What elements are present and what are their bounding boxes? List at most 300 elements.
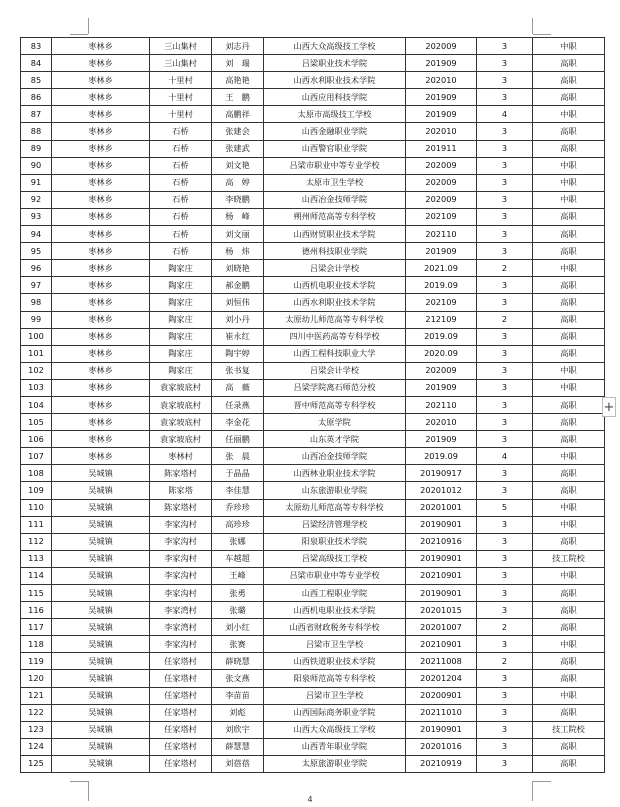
level-cell: 中职 [533,448,605,465]
enrollment-date-cell: 20190901 [406,516,477,533]
level-cell: 高职 [533,294,605,311]
village-cell: 石桥 [150,157,212,174]
student-name-cell: 刘小红 [212,619,264,636]
table-row [21,396,605,413]
table-row [21,687,605,704]
school-cell: 太原市高级技工学校 [264,106,406,123]
crop-mark-top-right-v [532,18,533,34]
school-cell: 吕梁学院离石师范分校 [264,379,406,396]
duration-cell: 3 [477,414,533,431]
row-index-cell: 119 [21,653,52,670]
township-cell: 吴城镇 [52,721,150,738]
school-cell: 吕梁市卫生学校 [264,636,406,653]
township-cell: 枣林乡 [52,448,150,465]
student-name-cell: 任录燕 [212,396,264,413]
level-cell: 高职 [533,755,605,772]
student-name-cell: 张赛 [212,636,264,653]
village-cell: 李家沟村 [150,533,212,550]
duration-cell: 3 [477,157,533,174]
table-row [21,277,605,294]
row-index-cell: 106 [21,431,52,448]
crop-mark-top-left-h [70,34,88,35]
level-cell: 高职 [533,653,605,670]
school-cell: 山东英才学院 [264,431,406,448]
village-cell: 袁家坡底村 [150,414,212,431]
township-cell: 枣林乡 [52,140,150,157]
village-cell: 袁家坡底村 [150,431,212,448]
expand-button[interactable]: + [602,397,616,417]
duration-cell: 3 [477,277,533,294]
student-name-cell: 任丽鹏 [212,431,264,448]
enrollment-date-cell: 2019.09 [406,277,477,294]
level-cell: 高职 [533,243,605,260]
row-index-cell: 95 [21,243,52,260]
level-cell: 高职 [533,226,605,243]
row-index-cell: 110 [21,499,52,516]
table-row [21,670,605,687]
enrollment-date-cell: 20201012 [406,482,477,499]
enrollment-date-cell: 201909 [406,431,477,448]
level-cell: 高职 [533,619,605,636]
level-cell: 高职 [533,396,605,413]
school-cell: 阳泉职业技术学院 [264,533,406,550]
row-index-cell: 93 [21,208,52,225]
duration-cell: 3 [477,533,533,550]
enrollment-date-cell: 202110 [406,396,477,413]
enrollment-date-cell: 20190901 [406,585,477,602]
township-cell: 吴城镇 [52,670,150,687]
school-cell: 山西金融职业学院 [264,123,406,140]
level-cell: 高职 [533,585,605,602]
level-cell: 高职 [533,482,605,499]
row-index-cell: 115 [21,585,52,602]
duration-cell: 3 [477,38,533,55]
level-cell: 高职 [533,704,605,721]
school-cell: 山西工程科技职业大学 [264,345,406,362]
school-cell: 阳泉师范高等专科学校 [264,670,406,687]
enrollment-date-cell: 20200901 [406,687,477,704]
enrollment-date-cell: 20190901 [406,550,477,567]
duration-cell: 2 [477,311,533,328]
school-cell: 吕梁经济管理学校 [264,516,406,533]
township-cell: 枣林乡 [52,431,150,448]
township-cell: 吴城镇 [52,653,150,670]
level-cell: 中职 [533,687,605,704]
school-cell: 吕梁市职业中等专业学校 [264,567,406,584]
enrollment-date-cell: 202009 [406,157,477,174]
row-index-cell: 111 [21,516,52,533]
school-cell: 晋中师范高等专科学校 [264,396,406,413]
level-cell: 高职 [533,72,605,89]
row-index-cell: 123 [21,721,52,738]
village-cell: 十里村 [150,89,212,106]
student-name-cell: 张勇 [212,585,264,602]
row-index-cell: 120 [21,670,52,687]
duration-cell: 3 [477,755,533,772]
student-name-cell: 张文燕 [212,670,264,687]
student-name-cell: 刘志丹 [212,38,264,55]
township-cell: 枣林乡 [52,294,150,311]
enrollment-date-cell: 212109 [406,311,477,328]
village-cell: 李家沟村 [150,585,212,602]
village-cell: 陈家塔村 [150,465,212,482]
duration-cell: 3 [477,191,533,208]
school-cell: 吕梁职业技术学院 [264,55,406,72]
duration-cell: 3 [477,704,533,721]
township-cell: 枣林乡 [52,191,150,208]
student-name-cell: 刘蓓蓓 [212,755,264,772]
township-cell: 吴城镇 [52,499,150,516]
township-cell: 吴城镇 [52,602,150,619]
table-row [21,55,605,72]
school-cell: 山西国际商务职业学院 [264,704,406,721]
village-cell: 十里村 [150,72,212,89]
row-index-cell: 91 [21,174,52,191]
table-row [21,38,605,55]
student-name-cell: 薛晓慧 [212,653,264,670]
row-index-cell: 92 [21,191,52,208]
row-index-cell: 94 [21,226,52,243]
township-cell: 吴城镇 [52,585,150,602]
duration-cell: 3 [477,670,533,687]
village-cell: 任家塔村 [150,755,212,772]
level-cell: 中职 [533,636,605,653]
duration-cell: 3 [477,208,533,225]
township-cell: 吴城镇 [52,687,150,704]
township-cell: 吴城镇 [52,533,150,550]
village-cell: 陶家庄 [150,328,212,345]
enrollment-date-cell: 2020.09 [406,345,477,362]
row-index-cell: 101 [21,345,52,362]
school-cell: 山西冶金技师学院 [264,448,406,465]
village-cell: 陶家庄 [150,277,212,294]
row-index-cell: 99 [21,311,52,328]
enrollment-date-cell: 20211010 [406,704,477,721]
township-cell: 吴城镇 [52,550,150,567]
township-cell: 枣林乡 [52,89,150,106]
school-cell: 德州科技职业学院 [264,243,406,260]
row-index-cell: 104 [21,396,52,413]
level-cell: 中职 [533,516,605,533]
table-row [21,755,605,772]
school-cell: 太原幼儿师范高等专科学校 [264,499,406,516]
village-cell: 陶家庄 [150,260,212,277]
crop-mark-bottom-right-h [533,781,551,782]
township-cell: 枣林乡 [52,328,150,345]
duration-cell: 3 [477,636,533,653]
village-cell: 李家沟村 [150,550,212,567]
table-row [21,345,605,362]
level-cell: 中职 [533,499,605,516]
student-name-cell: 刘恒伟 [212,294,264,311]
level-cell: 高职 [533,533,605,550]
village-cell: 李家沟村 [150,636,212,653]
duration-cell: 3 [477,379,533,396]
enrollment-date-cell: 2019.09 [406,328,477,345]
row-index-cell: 85 [21,72,52,89]
township-cell: 枣林乡 [52,414,150,431]
duration-cell: 4 [477,106,533,123]
enrollment-date-cell: 20210916 [406,533,477,550]
row-index-cell: 84 [21,55,52,72]
level-cell: 中职 [533,362,605,379]
row-index-cell: 107 [21,448,52,465]
student-name-cell: 乔珍珍 [212,499,264,516]
school-cell: 山西水利职业技术学院 [264,294,406,311]
enrollment-date-cell: 202109 [406,294,477,311]
village-cell: 陈家塔 [150,482,212,499]
student-name-cell: 张璐 [212,602,264,619]
enrollment-date-cell: 2021.09 [406,260,477,277]
enrollment-date-cell: 202010 [406,123,477,140]
township-cell: 枣林乡 [52,55,150,72]
row-index-cell: 86 [21,89,52,106]
table-row [21,653,605,670]
row-index-cell: 108 [21,465,52,482]
table-row [21,208,605,225]
row-index-cell: 87 [21,106,52,123]
duration-cell: 3 [477,89,533,106]
row-index-cell: 102 [21,362,52,379]
village-cell: 石桥 [150,174,212,191]
table-row [21,226,605,243]
level-cell: 高职 [533,277,605,294]
row-index-cell: 122 [21,704,52,721]
row-index-cell: 118 [21,636,52,653]
student-name-cell: 刘彪 [212,704,264,721]
enrollment-date-cell: 201911 [406,140,477,157]
student-name-cell: 高珍珍 [212,516,264,533]
enrollment-date-cell: 20190917 [406,465,477,482]
table-row [21,704,605,721]
township-cell: 枣林乡 [52,345,150,362]
enrollment-date-cell: 202009 [406,362,477,379]
row-index-cell: 116 [21,602,52,619]
township-cell: 枣林乡 [52,311,150,328]
duration-cell: 3 [477,345,533,362]
row-index-cell: 113 [21,550,52,567]
row-index-cell: 112 [21,533,52,550]
township-cell: 吴城镇 [52,465,150,482]
township-cell: 枣林乡 [52,260,150,277]
student-name-cell: 高 薇 [212,379,264,396]
village-cell: 石桥 [150,123,212,140]
table-row [21,174,605,191]
village-cell: 任家塔村 [150,738,212,755]
village-cell: 陶家庄 [150,362,212,379]
school-cell: 山西财贸职业技术学院 [264,226,406,243]
duration-cell: 2 [477,653,533,670]
township-cell: 枣林乡 [52,72,150,89]
enrollment-date-cell: 20210919 [406,755,477,772]
duration-cell: 3 [477,55,533,72]
table-row [21,619,605,636]
level-cell: 高职 [533,738,605,755]
enrollment-date-cell: 20201015 [406,602,477,619]
level-cell: 高职 [533,89,605,106]
duration-cell: 3 [477,431,533,448]
township-cell: 枣林乡 [52,379,150,396]
roster-body [21,38,605,773]
township-cell: 枣林乡 [52,174,150,191]
table-row [21,328,605,345]
enrollment-date-cell: 20210901 [406,636,477,653]
student-name-cell: 张 晨 [212,448,264,465]
student-name-cell: 于晶晶 [212,465,264,482]
village-cell: 陶家庄 [150,294,212,311]
level-cell: 高职 [533,465,605,482]
school-cell: 山西铁道职业技术学院 [264,653,406,670]
student-name-cell: 李佳慧 [212,482,264,499]
village-cell: 三山集村 [150,55,212,72]
table-row [21,721,605,738]
enrollment-date-cell: 20201016 [406,738,477,755]
village-cell: 石桥 [150,208,212,225]
enrollment-date-cell: 201909 [406,379,477,396]
table-row [21,550,605,567]
student-name-cell: 张娜 [212,533,264,550]
table-row [21,72,605,89]
row-index-cell: 89 [21,140,52,157]
student-name-cell: 杨 炜 [212,243,264,260]
table-row [21,448,605,465]
table-row [21,533,605,550]
student-name-cell: 李苗苗 [212,687,264,704]
row-index-cell: 100 [21,328,52,345]
table-row [21,140,605,157]
enrollment-date-cell: 202010 [406,72,477,89]
table-row [21,311,605,328]
school-cell: 山西省财政税务专科学校 [264,619,406,636]
crop-mark-top-right-h [533,34,551,35]
school-cell: 山西大众高级技工学校 [264,38,406,55]
duration-cell: 2 [477,260,533,277]
school-cell: 山西冶金技师学院 [264,191,406,208]
student-name-cell: 刘文丽 [212,226,264,243]
row-index-cell: 90 [21,157,52,174]
enrollment-date-cell: 202009 [406,38,477,55]
table-row [21,123,605,140]
student-name-cell: 高鹏祥 [212,106,264,123]
level-cell: 高职 [533,670,605,687]
school-cell: 太原幼儿师范高等专科学校 [264,311,406,328]
township-cell: 吴城镇 [52,516,150,533]
duration-cell: 3 [477,328,533,345]
village-cell: 任家塔村 [150,704,212,721]
enrollment-date-cell: 202109 [406,208,477,225]
table-row [21,414,605,431]
enrollment-date-cell: 20201007 [406,619,477,636]
duration-cell: 3 [477,174,533,191]
row-index-cell: 97 [21,277,52,294]
school-cell: 山西机电职业技术学院 [264,602,406,619]
township-cell: 枣林乡 [52,396,150,413]
enrollment-date-cell: 202009 [406,174,477,191]
duration-cell: 3 [477,721,533,738]
school-cell: 吕梁会计学校 [264,362,406,379]
village-cell: 李家湾村 [150,602,212,619]
township-cell: 枣林乡 [52,208,150,225]
level-cell: 高职 [533,328,605,345]
township-cell: 吴城镇 [52,636,150,653]
school-cell: 山东旅游职业学院 [264,482,406,499]
township-cell: 吴城镇 [52,755,150,772]
township-cell: 吴城镇 [52,567,150,584]
school-cell: 山西机电职业技术学院 [264,277,406,294]
student-name-cell: 刘文艳 [212,157,264,174]
level-cell: 中职 [533,174,605,191]
village-cell: 任家塔村 [150,687,212,704]
village-cell: 袁家坡底村 [150,379,212,396]
student-name-cell: 张建会 [212,123,264,140]
level-cell: 中职 [533,157,605,174]
village-cell: 李家湾村 [150,619,212,636]
student-name-cell: 李金花 [212,414,264,431]
township-cell: 吴城镇 [52,704,150,721]
row-index-cell: 88 [21,123,52,140]
duration-cell: 3 [477,140,533,157]
level-cell: 中职 [533,38,605,55]
table-row [21,191,605,208]
row-index-cell: 105 [21,414,52,431]
level-cell: 高职 [533,345,605,362]
student-name-cell: 高艳艳 [212,72,264,89]
row-index-cell: 103 [21,379,52,396]
level-cell: 高职 [533,55,605,72]
table-row [21,89,605,106]
student-name-cell: 刘小丹 [212,311,264,328]
level-cell: 高职 [533,602,605,619]
enrollment-date-cell: 20210901 [406,567,477,584]
duration-cell: 3 [477,226,533,243]
township-cell: 枣林乡 [52,38,150,55]
township-cell: 吴城镇 [52,738,150,755]
level-cell: 中职 [533,191,605,208]
school-cell: 山西应用科技学院 [264,89,406,106]
level-cell: 中职 [533,260,605,277]
row-index-cell: 121 [21,687,52,704]
row-index-cell: 83 [21,38,52,55]
village-cell: 石桥 [150,191,212,208]
duration-cell: 3 [477,465,533,482]
level-cell: 高职 [533,431,605,448]
row-index-cell: 109 [21,482,52,499]
duration-cell: 3 [477,243,533,260]
school-cell: 山西大众高级技工学校 [264,721,406,738]
student-name-cell: 崔永红 [212,328,264,345]
school-cell: 山西水利职业技术学院 [264,72,406,89]
student-name-cell: 陶宇婷 [212,345,264,362]
school-cell: 朔州师范高等专科学校 [264,208,406,225]
enrollment-date-cell: 20201204 [406,670,477,687]
village-cell: 十里村 [150,106,212,123]
duration-cell: 3 [477,396,533,413]
village-cell: 袁家坡底村 [150,396,212,413]
level-cell: 技工院校 [533,550,605,567]
level-cell: 高职 [533,414,605,431]
student-name-cell: 刘晓艳 [212,260,264,277]
enrollment-date-cell: 201909 [406,55,477,72]
village-cell: 李家沟村 [150,567,212,584]
table-row [21,294,605,311]
row-index-cell: 125 [21,755,52,772]
duration-cell: 5 [477,499,533,516]
duration-cell: 3 [477,602,533,619]
table-row [21,379,605,396]
village-cell: 任家塔村 [150,653,212,670]
duration-cell: 3 [477,738,533,755]
level-cell: 高职 [533,208,605,225]
